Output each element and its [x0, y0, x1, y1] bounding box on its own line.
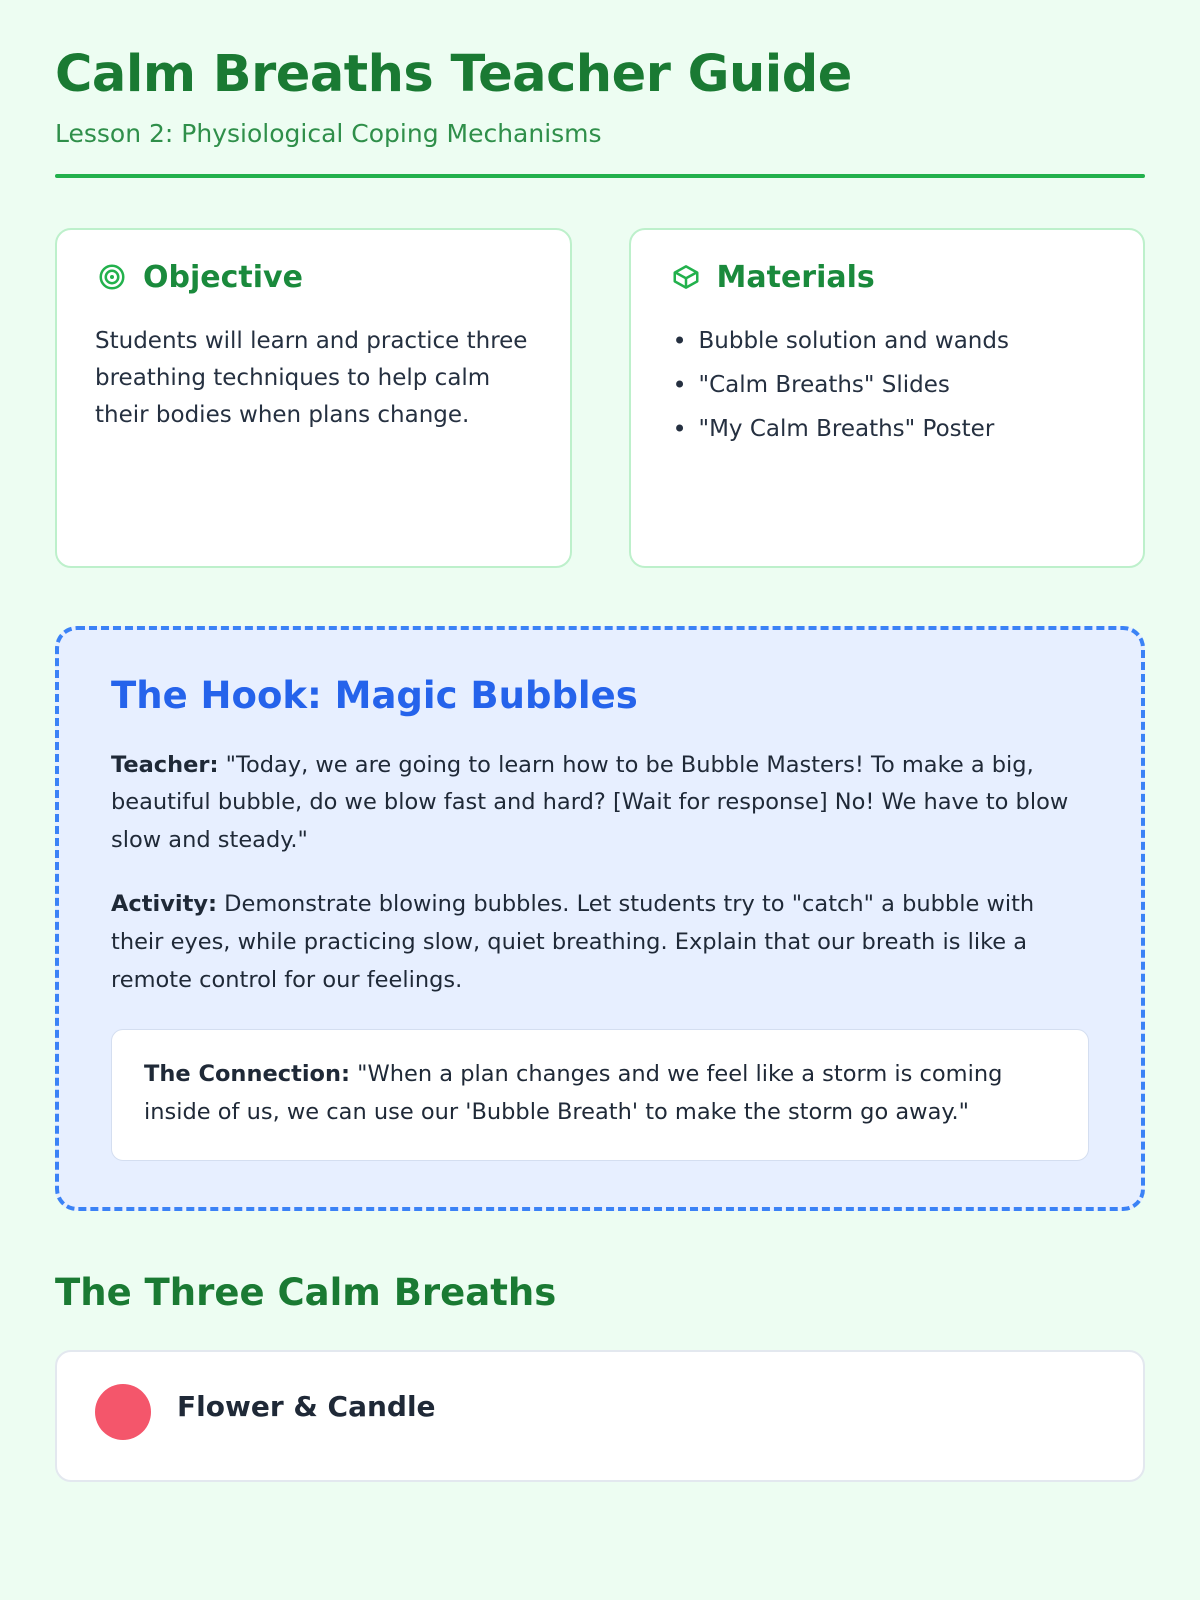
- objective-card-header: [95, 260, 532, 295]
- list-item: • "My Calm Breaths" Poster: [699, 411, 1106, 448]
- hook-teacher-label: Teacher:: [111, 751, 219, 778]
- hook-teacher-paragraph: [111, 747, 1089, 860]
- connection-paragraph: [144, 1056, 1056, 1132]
- breath-card-title: Flower & Candle: [177, 1390, 436, 1424]
- objective-card-body: Students will learn and practice three breathing techniques to help calm their bodies when plans change.: [95, 327, 528, 429]
- connection-callout: [111, 1029, 1089, 1161]
- hook-activity-text: Demonstrate blowing bubbles. Let students try to "catch" a bubble with their eyes, while practicing slow, quiet breathing. Explain that our breath is like a remote control for our feelings.: [111, 891, 1035, 993]
- breath-badge-icon: [95, 1384, 151, 1440]
- title-divider: [55, 174, 1145, 178]
- materials-card-header: [669, 260, 1106, 295]
- summary-cards-row: [55, 228, 1145, 568]
- package-icon: [669, 260, 703, 294]
- page-title: Calm Breaths Teacher Guide: [55, 45, 852, 104]
- connection-text: "When a plan changes and we feel like a storm is coming inside of us, we can use our 'Bubble Breath' to make the storm go away.": [144, 1061, 1003, 1126]
- hook-teacher-text: "Today, we are going to learn how to be Bubble Masters! To make a big, beautiful bubble, do we blow fast and hard? [Wait for response] No! We have to blow slow and steady.": [111, 751, 1069, 854]
- materials-card: [629, 228, 1146, 568]
- list-item: • Bubble solution and wands: [699, 323, 1106, 360]
- materials-card-title: Materials: [716, 259, 875, 295]
- page-subtitle: Lesson 2: Physiological Coping Mechanisms: [55, 118, 602, 148]
- hook-activity-label: Activity:: [111, 891, 218, 918]
- hook-title: The Hook: Magic Bubbles: [111, 673, 638, 717]
- target-icon: [95, 260, 129, 294]
- hook-activity-paragraph: [111, 886, 1089, 999]
- objective-card-title: Objective: [143, 259, 303, 295]
- three-breaths-heading: The Three Calm Breaths: [55, 1271, 557, 1315]
- list-item: • "Calm Breaths" Slides: [699, 367, 1106, 404]
- breath-card: [55, 1350, 1145, 1482]
- connection-label: The Connection:: [144, 1061, 351, 1088]
- materials-list: [669, 323, 1106, 449]
- hook-panel: [55, 626, 1145, 1211]
- objective-card: [55, 228, 572, 568]
